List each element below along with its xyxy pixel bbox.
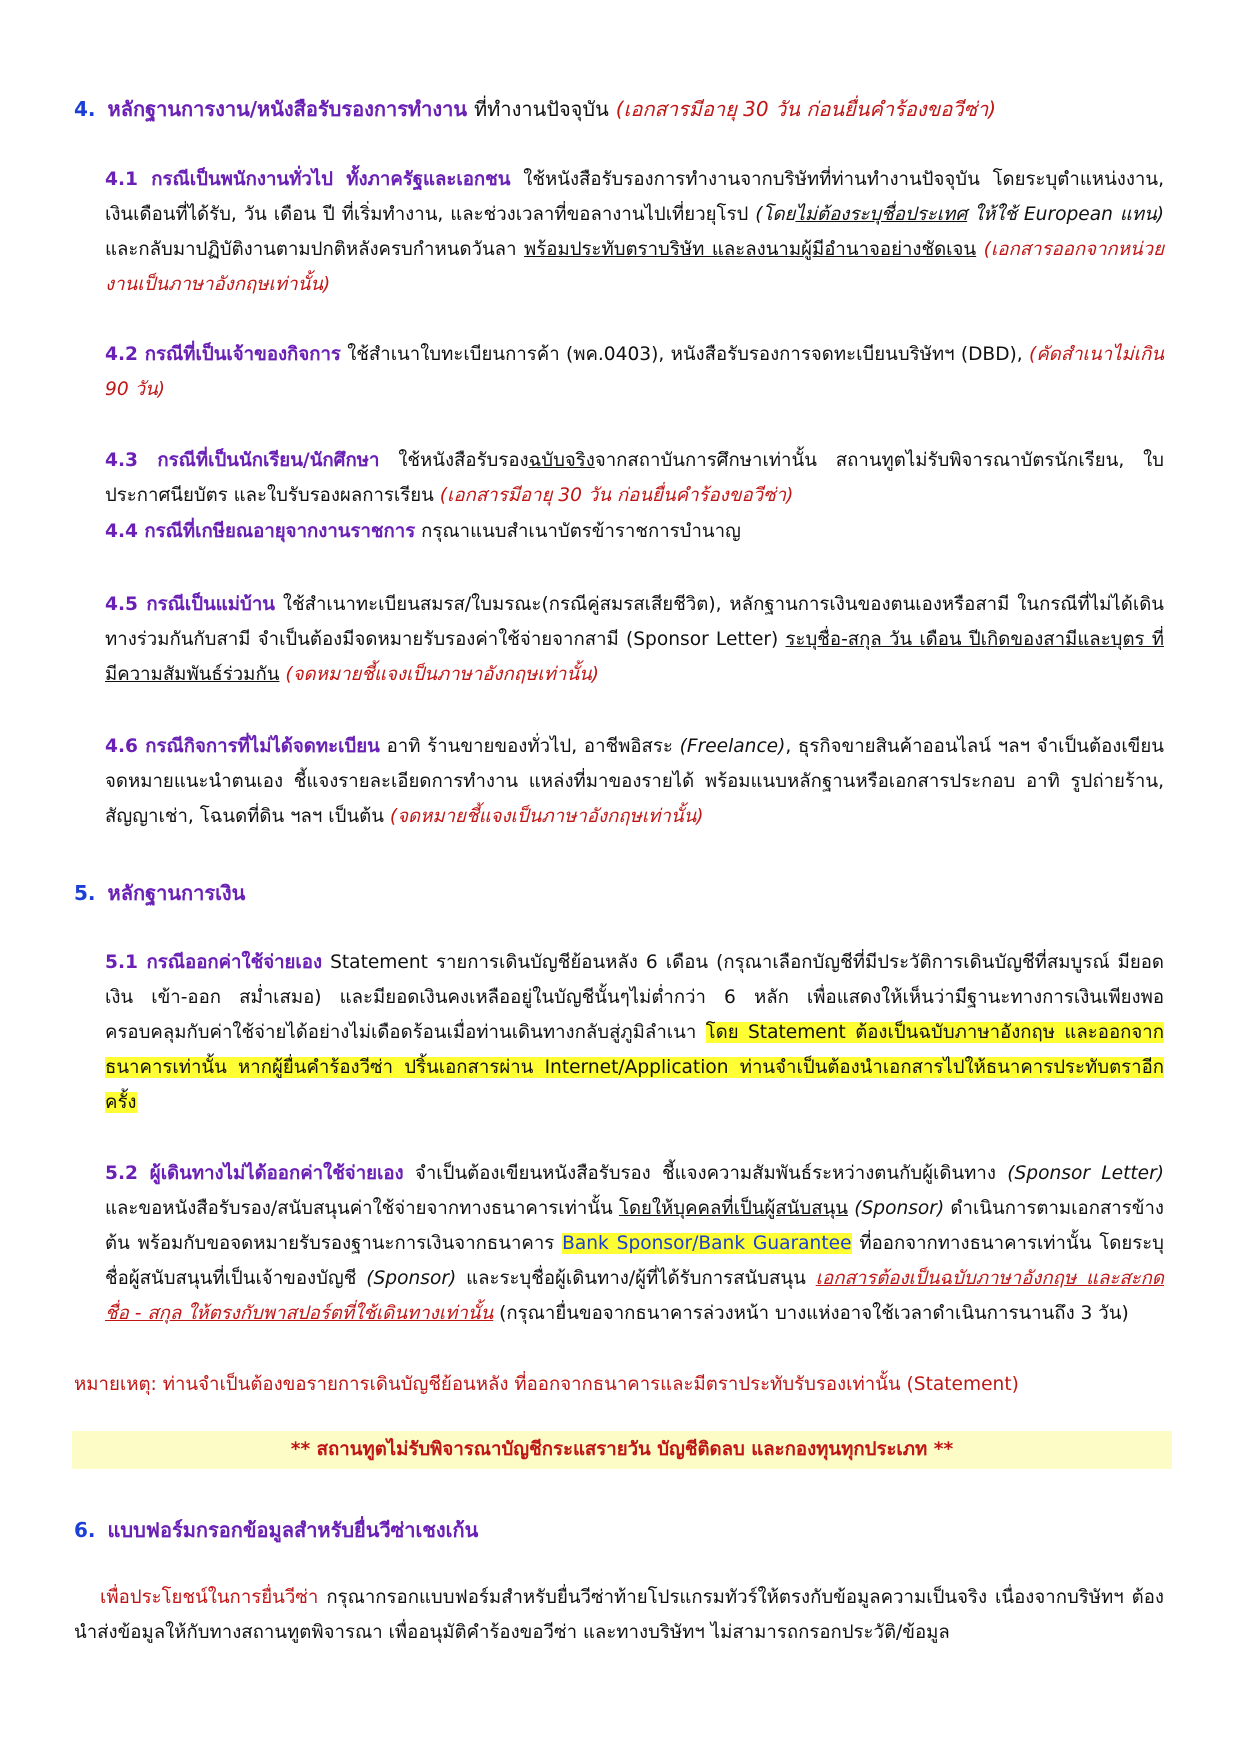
- paragraph-italic: (Sponsor): [366, 1268, 457, 1289]
- remark-note: หมายเหตุ: ท่านจำเป็นต้องขอรายการเดินบัญชีย้อนหลัง ที่ออกจากธนาคารและมีตราประทับรับรองเท่านั้น (Statement): [74, 1374, 1019, 1395]
- section-4-heading: [74, 93, 996, 125]
- paragraph-heading: 4.3 กรณีที่เป็นนักเรียน/นักศึกษา: [105, 450, 380, 471]
- paragraph-italic: (Freelance): [679, 736, 786, 757]
- paragraph-4-3: [105, 443, 1164, 513]
- paragraph-underline: ระบุชื่อ-สกุล วัน เดือน ปีเกิดของสามีและบุตร ที่มีความสัมพันธ์ร่วมกัน: [105, 629, 1164, 685]
- section-subtitle: ที่ทำงานปัจจุบัน: [474, 97, 609, 121]
- paragraph-italic: (Sponsor Letter): [1007, 1163, 1164, 1184]
- section-number: 6.: [74, 1518, 96, 1542]
- paragraph-underline: ฉบับจริง: [528, 450, 595, 471]
- paragraph-heading: 4.4 กรณีที่เกษียณอายุจากงานราชการ: [105, 521, 416, 542]
- highlighted-text: Bank Sponsor/Bank Guarantee: [562, 1233, 852, 1254]
- section-title: หลักฐานการงาน/หนังสือรับรองการทำงาน: [107, 97, 468, 121]
- paragraph-6: [74, 1580, 1164, 1650]
- paragraph-heading: 4.5 กรณีเป็นแม่บ้าน: [105, 594, 275, 615]
- paragraph-4-2: [105, 337, 1164, 407]
- paragraph-note: (จดหมายชี้แจงเป็นภาษาอังกฤษเท่านั้น): [389, 806, 704, 827]
- paragraph-text: ดำเนินการตามเอกสารข้างต้น พร้อมกับขอจดหมายรับรองฐานะการเงินจากธนาคาร: [105, 1198, 1164, 1254]
- paragraph-4-6: [105, 729, 1164, 834]
- paragraph-heading: 4.1 กรณีเป็นพนักงานทั่วไป ทั้งภาครัฐและเอกชน: [105, 169, 511, 190]
- paragraph-text: กรุณาแนบสำเนาบัตรข้าราชการบำนาญ: [421, 521, 741, 542]
- section-number: 4.: [74, 97, 96, 121]
- section-note: (เอกสารมีอายุ 30 วัน ก่อนยื่นคำร้องขอวีซ่า): [615, 97, 997, 121]
- paragraph-italic: (โดย: [755, 204, 796, 225]
- section-title: แบบฟอร์มกรอกข้อมูลสำหรับยื่นวีซ่าเชงเก้น: [107, 1518, 479, 1542]
- paragraph-underline: โดยให้บุคคลที่เป็นผู้สนับสนุน: [618, 1198, 848, 1219]
- paragraph-text: ที่ออกจากทางธนาคารเท่านั้น โดยระบุชื่อผู้สนับสนุนที่เป็นเจ้าของบัญชี: [105, 1233, 1164, 1289]
- paragraph-note: (จดหมายชี้แจงเป็นภาษาอังกฤษเท่านั้น): [285, 664, 600, 685]
- paragraph-4-5: [105, 587, 1164, 692]
- paragraph-text: และขอหนังสือรับรอง/สนับสนุนค่าใช้จ่ายจากทางธนาคารเท่านั้น: [105, 1198, 613, 1219]
- section-5-heading: [74, 877, 245, 909]
- paragraph-heading: 5.1 กรณีออกค่าใช้จ่ายเอง: [105, 952, 323, 973]
- section-6-heading: [74, 1514, 478, 1546]
- paragraph-text: จำเป็นต้องเขียนหนังสือรับรอง ชี้แจงความสัมพันธ์ระหว่างตนกับผู้เดินทาง: [414, 1163, 996, 1184]
- paragraph-text: , ธุรกิจขายสินค้าออนไลน์ ฯลฯ จำเป็นต้องเขียนจดหมายแนะนำตนเอง ชี้แจงรายละเอียดการทำงาน แหล่งที่มาของรายได้ พร้อมแนบหลักฐานหรือเอกสารประกอบ อาทิ รูปถ่ายร้าน, สัญญาเช่า, โฉนดที่ดิน ฯลฯ เป็นต้น: [105, 736, 1164, 827]
- highlighted-text: โดย Statement ต้องเป็นฉบับภาษาอังกฤษ และออกจากธนาคารเท่านั้น หากผู้ยื่นคำร้องวีซ่า ปริ้นเอกสารผ่าน Internet/Application ท่านจำเป็นต้องนำเอกสารไปให้ธนาคารประทับตราอีกครั้ง: [105, 1022, 1164, 1113]
- paragraph-underline: ไม่ต้องระบุชื่อประเทศ: [795, 204, 968, 225]
- paragraph-text: ใช้หนังสือรับรองการทำงานจากบริษัทที่ท่านทำงานปัจจุบัน โดยระบุตำแหน่งงาน, เงินเดือนที่ได้รับ, วัน เดือน ปี ที่เริ่มทำงาน, และช่วงเวลาที่ขอลางานไปเที่ยวยุโรป: [105, 169, 1164, 225]
- paragraph-heading: 4.2 กรณีที่เป็นเจ้าของกิจการ: [105, 344, 341, 365]
- paragraph-italic: (Sponsor): [854, 1198, 945, 1219]
- section-title: หลักฐานการเงิน: [107, 881, 246, 905]
- paragraph-text: ใช้สำเนาทะเบียนสมรส/ใบมรณะ(กรณีคู่สมรสเสียชีวิต), หลักฐานการเงินของตนเองหรือสามี ในกรณีที่ไม่ได้เดินทางร่วมกันกับสามี จำเป็นต้องมีจดหมายรับรองค่าใช้จ่ายจากสามี (Sponsor Letter): [105, 594, 1164, 650]
- paragraph-text: ใช้หนังสือรับรอง: [398, 450, 529, 471]
- paragraph-text: จากสถาบันการศึกษาเท่านั้น สถานทูตไม่รับพิจารณาบัตรนักเรียน, ใบประกาศนียบัตร และใบรับรองผลการเรียน: [105, 450, 1164, 506]
- paragraph-note: เอกสารต้องเป็นฉบับภาษาอังกฤษ และสะกดชื่อ - สกุล ให้ตรงกับพาสปอร์ตที่ใช้เดินทางเท่านั้น: [105, 1268, 1164, 1324]
- warning-banner: ** สถานทูตไม่รับพิจารณาบัญชีกระแสรายวัน บัญชีติดลบ และกองทุนทุกประเภท **: [72, 1431, 1172, 1469]
- paragraph-note: (เอกสารออกจากหน่วยงานเป็นภาษาอังกฤษเท่านั้น): [105, 239, 1164, 295]
- paragraph-text: Statement รายการเดินบัญชีย้อนหลัง 6 เดือน (กรุณาเลือกบัญชีที่มีประวัติการเดินบัญชีที่สมบูรณ์ มียอดเงิน เข้า-ออก สม่ำเสมอ) และมียอดเงินคงเหลืออยู่ในบัญชีนั้นๆไม่ต่ำกว่า 6 หลัก เพื่อแสดงให้เห็นว่ามีฐานะทางการเงินเพียงพอ ครอบคลุมกับค่าใช้จ่ายได้อย่างไม่เดือดร้อนเมื่อท่านเดินทางกลับสู่ภูมิลำเนา: [105, 952, 1164, 1043]
- paragraph-text: กรุณากรอกแบบฟอร์มสำหรับยื่นวีซ่าท้ายโปรแกรมทัวร์ให้ตรงกับข้อมูลความเป็นจริง เนื่องจากบริษัทฯ ต้องนำส่งข้อมูลให้กับทางสถานทูตพิจารณา เพื่ออนุมัติคำร้องขอวีซ่า และทางบริษัทฯ ไม่สามารถกรอกประวัติ/ข้อมูล: [74, 1587, 1164, 1643]
- paragraph-text: (กรุณายื่นขอจากธนาคารล่วงหน้า บางแห่งอาจใช้เวลาดำเนินการนานถึง 3 วัน): [499, 1303, 1129, 1324]
- paragraph-underline: พร้อมประทับตราบริษัท และลงนามผู้มีอำนาจอย่างชัดเจน: [524, 239, 977, 260]
- paragraph-4-4: [105, 514, 1164, 549]
- paragraph-text: และระบุชื่อผู้เดินทาง/ผู้ที่ได้รับการสนับสนุน: [466, 1268, 806, 1289]
- paragraph-5-2: [105, 1156, 1164, 1331]
- paragraph-text: อาทิ ร้านขายของทั่วไป, อาชีพอิสระ: [386, 736, 673, 757]
- section-number: 5.: [74, 881, 96, 905]
- paragraph-heading: เพื่อประโยชน์ในการยื่นวีซ่า: [100, 1587, 319, 1608]
- paragraph-note: (เอกสารมีอายุ 30 วัน ก่อนยื่นคำร้องขอวีซ่า): [439, 485, 794, 506]
- paragraph-note: (คัดสำเนาไม่เกิน 90 วัน): [105, 344, 1164, 400]
- paragraph-heading: 4.6 กรณีกิจการที่ไม่ได้จดทะเบียน: [105, 736, 380, 757]
- paragraph-4-1: [105, 162, 1164, 302]
- paragraph-text: ใช้สำเนาใบทะเบียนการค้า (พค.0403), หนังสือรับรองการจดทะเบียนบริษัทฯ (DBD),: [347, 344, 1023, 365]
- paragraph-italic: ให้ใช้ European แทน): [974, 204, 1164, 225]
- paragraph-heading: 5.2 ผู้เดินทางไม่ได้ออกค่าใช้จ่ายเอง: [105, 1163, 404, 1184]
- paragraph-5-1: [105, 945, 1164, 1120]
- paragraph-text: และกลับมาปฏิบัติงานตามปกติหลังครบกำหนดวันลา: [105, 239, 517, 260]
